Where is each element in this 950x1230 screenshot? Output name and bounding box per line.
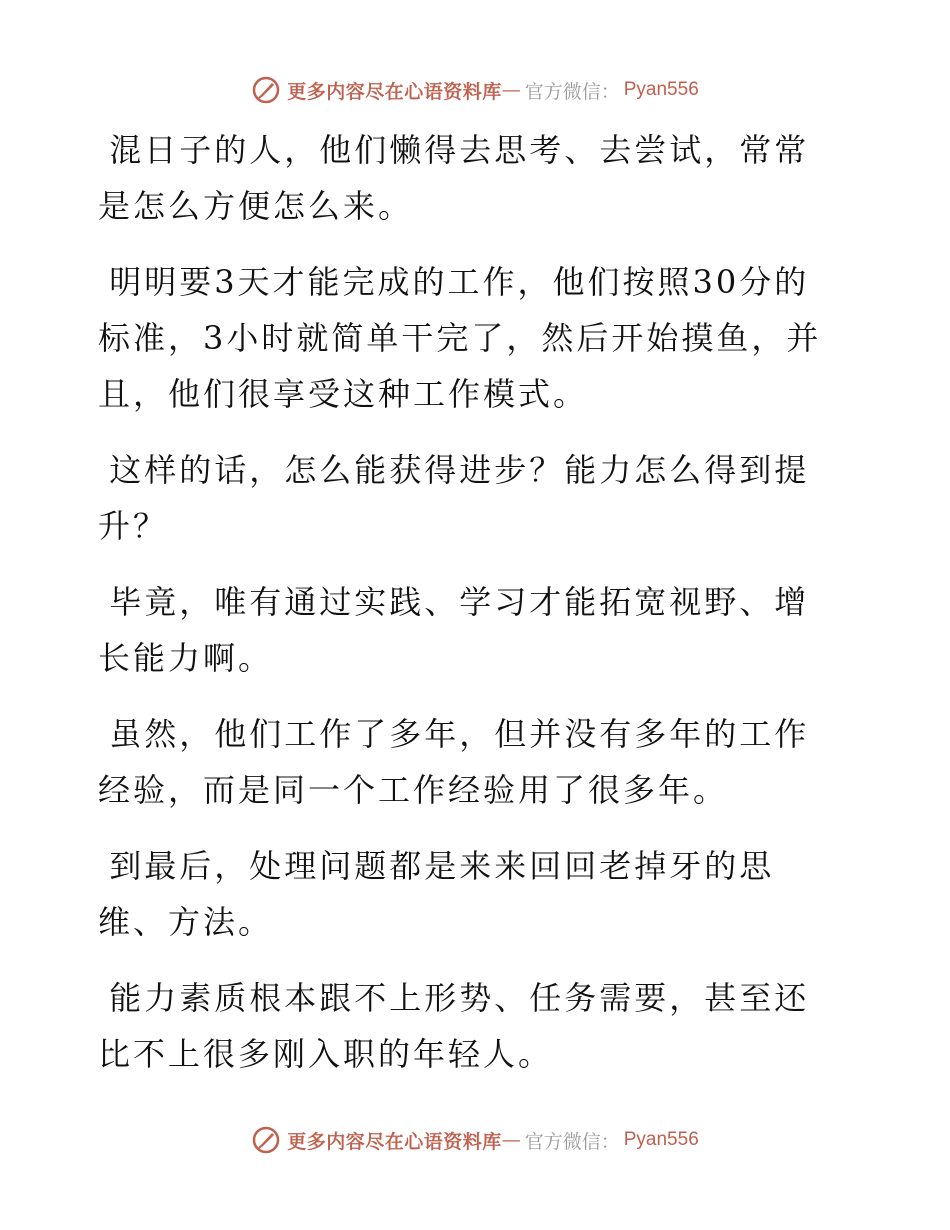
banner-brand-text: 更多内容尽在心语资料库: [287, 80, 502, 103]
quill-pen-logo-icon: [251, 75, 281, 105]
footer-banner: [0, 1120, 950, 1160]
header-banner: [0, 70, 950, 110]
banner-official-label: 官方微信：: [524, 80, 620, 103]
paragraph-6: 到最后，处理问题都是来来回回老掉牙的思维、方法。: [98, 847, 775, 941]
quill-pen-logo-icon: [251, 1125, 281, 1155]
paragraph-3: 这样的话，怎么能获得进步？能力怎么得到提升？: [98, 451, 810, 545]
paragraph-1: 混日子的人，他们懒得去思考、去尝试，常常是怎么方便怎么来。: [98, 131, 810, 225]
banner-separator: —: [501, 1129, 521, 1151]
paragraph-5: 虽然，他们工作了多年，但并没有多年的工作经验，而是同一个工作经验用了很多年。: [98, 715, 810, 809]
banner-wechat-id: Pyan556: [623, 1129, 699, 1150]
banner-wechat-id: Pyan556: [623, 79, 699, 100]
paragraph-4: 毕竟，唯有通过实践、学习才能拓宽视野、增长能力啊。: [98, 583, 810, 677]
paragraph-7: 能力素质根本跟不上形势、任务需要，甚至还比不上很多刚入职的年轻人。: [98, 979, 810, 1073]
document-body: [98, 122, 838, 1102]
banner-brand-text: 更多内容尽在心语资料库: [287, 1130, 502, 1153]
banner-official-label: 官方微信：: [524, 1130, 620, 1153]
paragraph-2: 明明要3天才能完成的工作，他们按照30分的标准，3小时就简单干完了，然后开始摸鱼，并且，他们很享受这种工作模式。: [98, 263, 822, 413]
banner-separator: —: [501, 79, 521, 101]
